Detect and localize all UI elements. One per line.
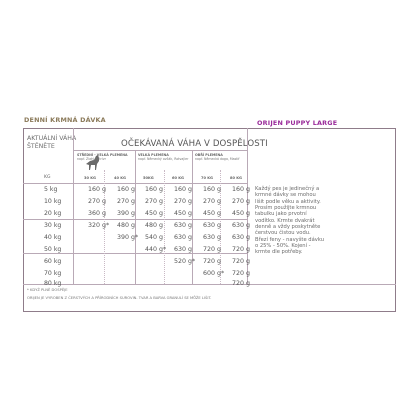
table-cell: 360 g [88,210,107,217]
table-cell: 160 g [174,186,193,193]
table-cell: 630 g [203,234,222,241]
table-cell: 540 g [145,234,164,241]
table-cell: 450 g [203,210,222,217]
table-cell: 450 g [232,210,251,217]
row-weight-label: 40 kg [44,234,62,241]
table-cell: 160 g [117,186,136,193]
row-weight-label: 5 kg [44,186,58,193]
table-cell: 160 g [203,186,222,193]
table-cell: 160 g [232,186,251,193]
column-header: 40 KG [114,176,126,180]
row-weight-label: 60 kg [44,258,62,265]
feeding-guide-title: DENNÍ KRMNÁ DÁVKA [24,116,106,124]
row-weight-label: 50 kg [44,246,62,253]
table-cell: 630 g [174,222,193,229]
heading-divider [73,150,247,151]
table-cell: 720 g [232,270,251,277]
table-cell: 720 g [232,246,251,253]
table-cell: 270 g [203,198,222,205]
row-weight-label: 20 kg [44,210,62,217]
kg-column-header: KG [44,175,51,180]
breed-group-medium-large: STŘEDNÍ - VELKÁ PLEMENA např. Zlatý Retrívr [77,153,128,162]
table-cell: 600 g* [203,270,225,277]
table-cell: 480 g [117,222,136,229]
row-weight-label: 30 kg [44,222,62,229]
breed-group-giant: OBŘÍ PLEMENA např. Německá doga, Mastif [195,153,240,162]
table-cell: 270 g [88,198,107,205]
table-cell: 720 g [203,258,222,265]
table-cell: 720 g [232,280,251,287]
row-weight-label: 70 kg [44,270,62,277]
puppy-weight-label: AKTUÁLNÍ VÁHA ŠTĚNĚTE [27,135,77,150]
table-cell: 160 g [88,186,107,193]
row-weight-label: 80 kg [44,280,62,287]
expected-adult-weight-heading: OČEKÁVANÁ VÁHA V DOSPĚLOSTI [121,139,268,149]
table-cell: 480 g [145,222,164,229]
row-weight-label: 10 kg [44,198,62,205]
product-name: ORIJEN PUPPY LARGE [257,119,338,127]
table-cell: 450 g [145,210,164,217]
table-cell: 720 g [203,246,222,253]
breed-group-large: VELKÁ PLEMENA např. Německý ovčák, Rotvajler [138,153,189,162]
table-cell: 630 g [174,234,193,241]
table-cell: 440 g* [145,246,167,253]
table-cell: 630 g [232,222,251,229]
feeding-note: Každý pes je jedinečný a krmné dávky se mohou lišit podle věku a aktivity. Prosím použijte krmnou tabulku jako prvotní vodítko. Krmte dvakrát denně a vždy poskytněte čerstvou čistou vodu. Březí feny - navyšte dávku o 25% - 50%. Kojení - krmte dle potřeby. [255,186,324,256]
weight-column-divider [73,128,74,284]
column-separator [164,170,165,284]
table-cell: 390 g [117,210,136,217]
table-cell: 270 g [145,198,164,205]
table-cell: 450 g [174,210,193,217]
table-cell: 630 g [203,222,222,229]
table-cell: 160 g [145,186,164,193]
table-cell: 630 g [232,234,251,241]
table-cell: 390 g* [117,234,139,241]
column-header: 70 KG [201,176,213,180]
column-header: 80 KG [230,176,242,180]
table-cell: 320 g* [88,222,110,229]
column-header: 50KG [143,176,154,180]
table-cell: 270 g [117,198,136,205]
table-cell: 270 g [232,198,251,205]
table-cell: 630 g [174,246,193,253]
group-divider-1 [135,150,136,284]
table-bottom-rule [23,284,396,285]
column-header: 60 KG [172,176,184,180]
column-header: 30 KG [84,176,96,180]
table-cell: 270 g [174,198,193,205]
footnote-adult: * KDYŽ PLNĚ DOSPĚJE [27,288,68,292]
table-cell: 520 g* [174,258,196,265]
row-divider [23,219,247,220]
footnote-ingredients: ORIJEN JE VYROBEN Z ČERSTVÝCH A PŘÍRODNÍCH SUROVIN. TVAR A BARVA GRANULÍ SE MŮŽE LIŠIT. [27,296,212,300]
table-cell: 720 g [232,258,251,265]
